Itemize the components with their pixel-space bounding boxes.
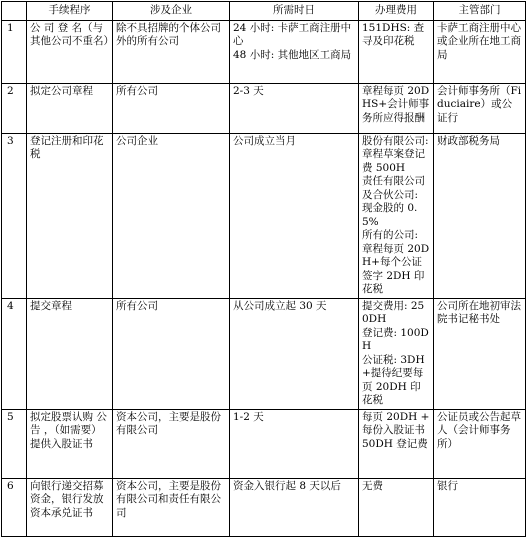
header-time: 所需时日 <box>230 2 359 21</box>
enterprise-cell: 除不具招牌的个体公司外的所有公司 <box>113 20 230 83</box>
row-number: 6 <box>2 478 27 536</box>
enterprise-cell: 资本公司，主要是股份有限公司和责任有限公司 <box>113 478 230 536</box>
enterprise-cell: 资本公司，主要是股份有限公司 <box>113 409 230 478</box>
time-cell: 24 小时: 卡萨工商注册中心 48 小时: 其他地区工商局 <box>230 20 359 83</box>
time-cell: 资金入银行起 8 天以后 <box>230 478 359 536</box>
header-fee: 办理费用 <box>359 2 434 21</box>
authority-cell: 银行 <box>434 478 526 536</box>
authority-cell: 会计师事务所（Fiduciaire）或公证行 <box>434 83 526 133</box>
procedure-cell: 拟定股票认购 公 告 ，（如需要）提供入股证书 <box>27 409 113 478</box>
row-number: 1 <box>2 20 27 83</box>
time-cell: 从公司成立起 30 天 <box>230 298 359 409</box>
procedure-cell: 提交章程 <box>27 298 113 409</box>
enterprise-cell: 公司企业 <box>113 133 230 298</box>
fee-cell: 每页 20DH + 每份入股证书 50DH 登记费 <box>359 409 434 478</box>
enterprise-cell: 所有公司 <box>113 83 230 133</box>
fee-cell: 章程每页 20DHS+会计师事务所应得报酬 <box>359 83 434 133</box>
table-row <box>2 478 526 536</box>
row-number: 2 <box>2 83 27 133</box>
time-cell: 1-2 天 <box>230 409 359 478</box>
fee-cell: 151DHS: 查寻及印花税 <box>359 20 434 83</box>
enterprise-cell: 所有公司 <box>113 298 230 409</box>
procedure-cell: 登记注册和印花税 <box>27 133 113 298</box>
header-authority: 主管部门 <box>434 2 526 21</box>
table-header-row <box>2 2 526 21</box>
fee-cell: 无费 <box>359 478 434 536</box>
authority-cell: 卡萨工商注册中心或企业所在地工商局 <box>434 20 526 83</box>
time-cell: 2-3 天 <box>230 83 359 133</box>
table-row <box>2 83 526 133</box>
row-number: 3 <box>2 133 27 298</box>
time-cell: 公司成立当月 <box>230 133 359 298</box>
row-number: 4 <box>2 298 27 409</box>
fee-cell: 提交费用: 250DH 登记费: 100DH 公证税: 3DH+提待纪要每页 20DH 印花税 <box>359 298 434 409</box>
procedure-cell: 拟定公司章程 <box>27 83 113 133</box>
authority-cell: 财政部税务局 <box>434 133 526 298</box>
authority-cell: 公证员或公告起草人（会计师事务所） <box>434 409 526 478</box>
table-row <box>2 298 526 409</box>
header-procedure: 手续程序 <box>27 2 113 21</box>
table-row <box>2 133 526 298</box>
header-number <box>2 2 27 21</box>
header-enterprise: 涉及企业 <box>113 2 230 21</box>
procedure-cell: 公 司 登 名（与其他公司不重名） <box>27 20 113 83</box>
fee-cell: 股份有限公司: 章程草案登记费 500H 责任有限公司及合伙公司: 现金股的 0.5% 所有的公司: 章程每页 20DH+每个公证签字 2DH 印花税 <box>359 133 434 298</box>
procedure-cell: 向银行递交招募资金，银行发放资本承兑证书 <box>27 478 113 536</box>
table-row <box>2 20 526 83</box>
row-number: 5 <box>2 409 27 478</box>
procedure-table <box>1 1 526 537</box>
authority-cell: 公司所在地初审法院书记秘书处 <box>434 298 526 409</box>
table-row <box>2 409 526 478</box>
